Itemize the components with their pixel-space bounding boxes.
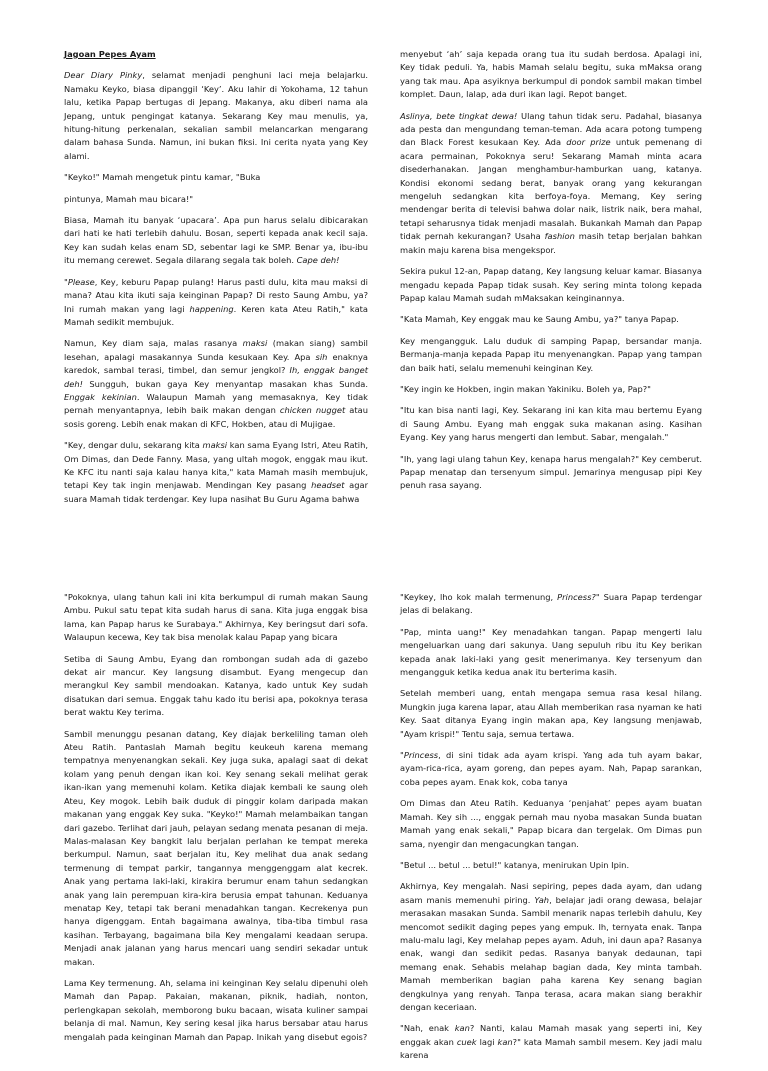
paragraph: "Itu kan bisa nanti lagi, Key. Sekarang ini kan kita mau bertemu Eyang di Saung Ambu. Eyang mah enggak suka makanan asing. Kasihan Eyang. Key yang harus mengerti dan lembut. Sabar, mengalah.": [400, 405, 702, 443]
paragraph: "Please, Key, keburu Papap pulang! Harus pasti dulu, kita mau maksi di mana? Atau kita ikuti saja keinginan Papap? Di resto Saung Ambu, ya? Ini rumah makan yang lagi happening. Keren kata Ateu Ratih," kata Mamah sedikit membujuk.: [64, 276, 368, 327]
paragraph: menyebut ‘ah’ saja kepada orang tua itu sudah berdosa. Apalagi ini, Key tidak peduli. Ya, habis Mamah selalu begitu, suka mMaksa orang yang tak mau. Apa asyiknya berkumpul di pondok sambil makan timbel komplet. Daun, lalap, ada duri ikan lagi. Repot banget.: [400, 49, 702, 100]
paragraph: Setiba di Saung Ambu, Eyang dan rombongan sudah ada di gazebo dekat air mancur. Key langsung disambut. Eyang mengecup dan merangkul Key sambil mendoakan. Katanya, kado untuk Key sudah disatukan dari semua. Enggak tahu kado itu berisi apa, pokoknya terasa berat waktu Key terima.: [64, 653, 368, 718]
paragraph: "Nah, enak kan? Nanti, kalau Mamah masak yang seperti ini, Key enggak akan cuek lagi kan?" kata Mamah sambil mesem. Key jadi malu karena: [400, 1023, 702, 1061]
right-bottom-column: [400, 591, 702, 1071]
paragraph: "Key ingin ke Hokben, ingin makan Yakiniku. Boleh ya, Pap?": [400, 383, 651, 394]
paragraph: Biasa, Mamah itu banyak ‘upacara’. Apa pun harus selalu dibicarakan dari hati ke hati terlebih dahulu. Bosan, seperti kepada anak kecil saja. Key kan sudah kelas enam SD, sebentar lagi ke SMP. Benar ya, ibu-ibu itu memang cerewet. Segala dilarang segala tak boleh. Cape deh!: [64, 215, 368, 266]
paragraph: "Princess, di sini tidak ada ayam krispi. Yang ada tuh ayam bakar, ayam-rica-rica, ayam goreng, dan pepes ayam. Nah, Papap sarankan, coba pepes ayam. Enak kok, coba tanya: [400, 750, 702, 787]
left-top-column: [64, 48, 368, 514]
paragraph: Om Dimas dan Ateu Ratih. Keduanya ‘penjahat’ pepes ayam buatan Mamah. Key sih ..., enggak pernah mau nyoba masakan Sunda buatan Mamah yang enak sekali," Papap bicara dan tergelak. Om Dimas pun sama, nyengir dan mengacungkan tangan.: [400, 798, 702, 849]
paragraph: Sambil menunggu pesanan datang, Key diajak berkeliling taman oleh Ateu Ratih. Pantaslah Mamah begitu keukeuh karena memang tempatnya menyenangkan sekali. Key juga suka, apalagi saat di dekat kolam yang penuh dengan ikan koi. Key senang sekali melihat gerak ikan-ikan yang memenuhi kolam. Ketika diajak kembali ke saung oleh Ateu, Key mogok. Lebih baik duduk di pinggir kolam daripada makan makanan yang enggak Key suka. "Keyko!" Mamah melambaikan tangan dari gazebo. Terlihat dari jauh, pelayan sedang menata pesanan di meja. Malas-malasan Key bangkit lalu berjalan perlahan ke tempat mereka berkumpul. Namun, saat berjalan itu, Key melihat dua anak sedang termenung di tempat parkir, tangannya menggenggam alat kecrek. Anak yang pertama laki-laki, kirakira berumur enam tahun sedangkan anak yang lain perempuan kira-kira berusia empat tahunan. Keduanya menatap Key, tetapi tak berani menadahkan tangan. Kecrekenya pun hanya digenggam. Entah bagaimana awalnya, tiba-tiba timbul rasa kasihan. Terbayang, bagaimana bila Key mengalami keadaan serupa. Menjadi anak jalanan yang harus mencari uang sendiri sekadar untuk makan.: [64, 728, 368, 967]
paragraph: "Betul ... betul ... betul!" katanya, menirukan Upin Ipin.: [400, 859, 630, 870]
paragraph: "Keykey, lho kok malah termenung, Princess?" Suara Papap terdengar jelas di belakang.: [400, 592, 702, 616]
right-top-column: [400, 48, 702, 501]
paragraph: pintunya, Mamah mau bicara!": [64, 193, 194, 204]
paragraph: Sekira pukul 12-an, Papap datang, Key langsung keluar kamar. Biasanya mengadu kepada Papap tidak susah. Key sering minta tolong kepada Papap kalau Mamah sudah mMaksakan keinginannya.: [400, 266, 702, 303]
story-title: Jagoan Pepes Ayam: [64, 49, 156, 59]
paragraph: Dear Diary Pinky, selamat menjadi penghuni laci meja belajarku. Namaku Keyko, biasa dipanggil ‘Key’. Aku lahir di Yokohama, 12 tahun lalu, ketika Papap bertugas di Jepang. Makanya, aku diberi nama ala Jepang, untuk pengingat katanya. Sekarang Key mau menulis, ya, hitung-hitung perkenalan, sekalian sambil melancarkan mengarang dalam bahasa Sunda. Namun, ini bukan fiksi. Ini cerita nyata yang Key alami.: [64, 70, 368, 161]
paragraph: "Pap, minta uang!" Key menadahkan tangan. Papap mengerti lalu mengeluarkan uang dari sakunya. Uang sepuluh ribu itu Key berikan kepada anak laki-laki yang gesit menerimanya. Key tersenyum dan mengangguk ketika kedua anak itu berterima kasih.: [400, 626, 702, 678]
paragraph: Namun, Key diam saja, malas rasanya maksi (makan siang) sambil lesehan, apalagi masakannya Sunda kesukaan Key. Apa sih enaknya karedok, sambal terasi, timbel, dan semur jengkol? Ih, enggak banget deh! Sungguh, bukan gaya Key menyantap masakan khas Sunda. Enggak kekinian. Walaupun Mamah yang memasaknya, Key tidak pernah menyantapnya, lebih baik makan dengan chicken nugget atau sosis goreng. Lebih enak makan di KFC, Hokben, atau di Mujigae.: [64, 338, 368, 429]
paragraph: Akhirnya, Key mengalah. Nasi sepiring, pepes dada ayam, dan udang asam manis memenuhi piring. Yah, belajar jadi orang dewasa, belajar merasakan masakan Sunda. Sambil menarik napas terlebih dahulu, Key mencomot sedikit daging pepes yang empuk. Ih, ternyata enak. Tanpa malu-malu lagi, Key melahap pepes ayam. Aduh, ini daun apa? Rasanya enak, wangi dan sedikit pedas. Rasanya banyak dedaunan, tapi memang enak. Sehabis melahap bagian dada, Key minta tambah. Mamah memberikan bagian paha karena Key senang bagian dengkulnya yang renyah. Tanpa terasa, acara makan siang berakhir dengan keceriaan.: [400, 881, 702, 1012]
paragraph: "Key, dengar dulu, sekarang kita maksi kan sama Eyang Istri, Ateu Ratih, Om Dimas, dan Dede Fanny. Masa, yang ultah mogok, enggak mau ikut. Ke KFC itu nanti saja kalau hanya kita," kata Mamah masih membujuk, tetapi Key tak ingin menjawab. Mendingan Key pasang headset agar suara Mamah tidak terdengar. Key lupa nasihat Bu Guru Agama bahwa: [64, 440, 368, 504]
paragraph: Setelah memberi uang, entah mengapa semua rasa kesal hilang. Mungkin juga karena lapar, atau Allah memberikan rasa nyaman ke hati Key. Saat ditanya Eyang ingin makan apa, Key langsung menjawab, "Ayam krispi!" Tentu saja, semua tertawa.: [400, 688, 702, 739]
paragraph: "Pokoknya, ulang tahun kali ini kita berkumpul di rumah makan Saung Ambu. Pukul satu tepat kita sudah harus di sana. Kita juga enggak bisa lama, kan Papap harus ke Surabaya." Akhirnya, Key beringsut dari sofa. Walaupun kecewa, Key tak bisa menolak kalau Papap yang bicara: [64, 592, 368, 643]
paragraph: Key mengangguk. Lalu duduk di samping Papap, bersandar manja. Bermanja-manja kepada Papap itu menyenangkan. Papap yang tampan dan baik hati, selalu memenuhi keinginan Key.: [400, 335, 702, 373]
paragraph: "Kata Mamah, Key enggak mau ke Saung Ambu, ya?" tanya Papap.: [400, 314, 679, 325]
paragraph: Aslinya, bete tingkat dewa! Ulang tahun tidak seru. Padahal, biasanya ada pesta dan mengundang teman-teman. Ada acara potong tumpeng dan Black Forest kesukaan Key. Ada door prize untuk pemenang di acara permainan, Pokoknya seru! Sekarang Mamah minta acara disederhanakan. Jangan menghambur-hamburkan uang, katanya. Kondisi ekonomi sedang berat, banyak orang yang kekurangan mengeluh sedangkan kita berfoya-foya. Memang, Key sering mendengar berita di televisi bahwa dolar naik, listrik naik, bera mahal, tetapi seharusnya tidak menjadi masalah. Bukankah Mamah dan Papap tidak pernah kekurangan? Usaha fashion masih tetap berjalan bahkan makin maju karena bisa mengekspor.: [400, 110, 702, 255]
paragraph: "Keyko!" Mamah mengetuk pintu kamar, "Buka: [64, 172, 261, 183]
paragraph: Lama Key termenung. Ah, selama ini keinginan Key selalu dipenuhi oleh Mamah dan Papap. Pakaian, makanan, piknik, hadiah, nonton, perlengkapan sekolah, memborong buku bacaan, wisata kuliner sampai belanja di mal. Namun, Key sering kesal jika harus bersabar atau harus mengalah pada keinginan Mamah dan Papap. Inikah yang disebut egois?: [64, 977, 368, 1042]
paragraph: "Ih, yang lagi ulang tahun Key, kenapa harus mengalah?" Key cemberut. Papap menatap dan tersenyum simpul. Jemarinya mengusap pipi Key penuh rasa sayang.: [400, 453, 703, 491]
left-bottom-column: [64, 591, 368, 1052]
